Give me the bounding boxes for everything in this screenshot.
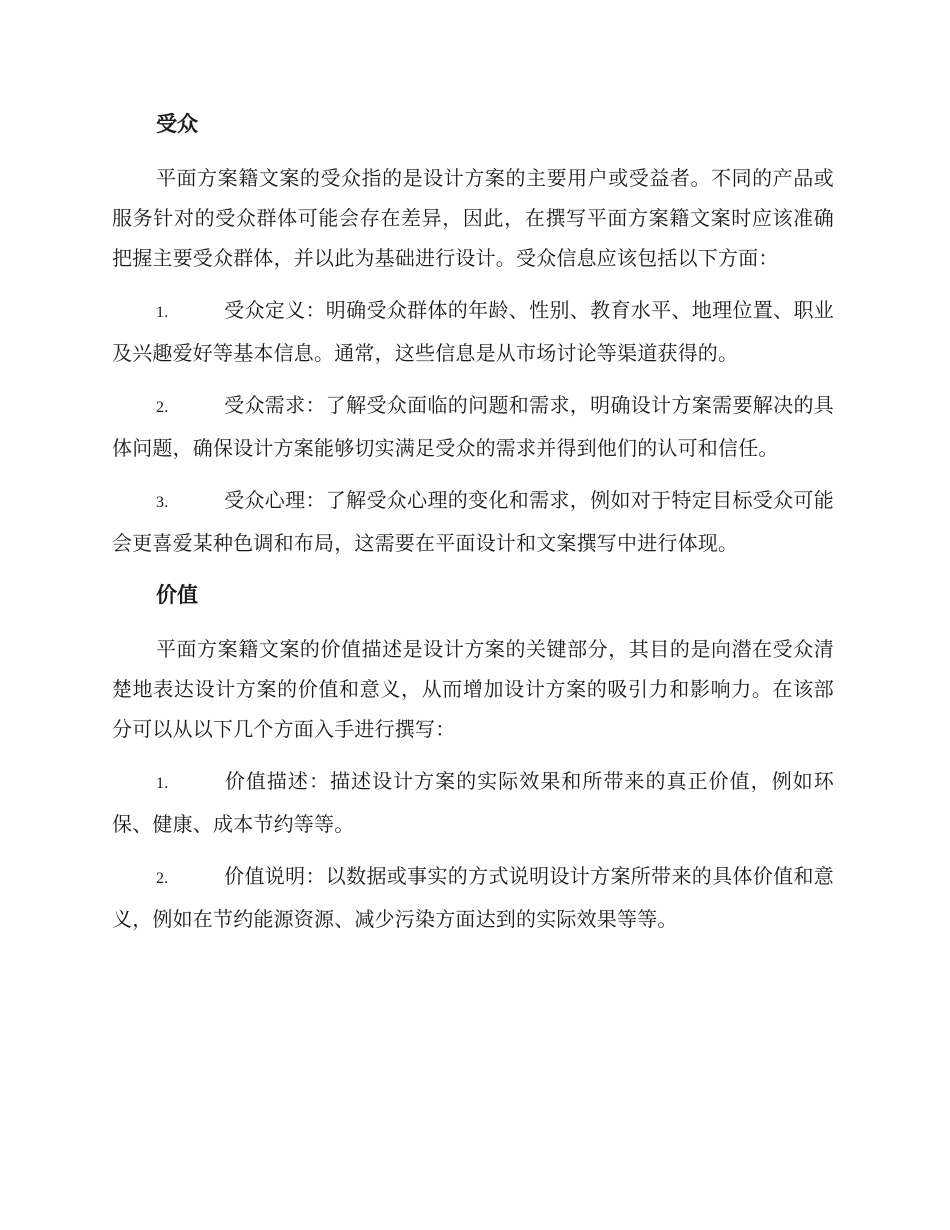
list-item (112, 385, 834, 468)
section-intro-paragraph: 平面方案籍文案的价值描述是设计方案的关键部分，其目的是向潜在受众清楚地表达设计方案的价值和意义，从而增加设计方案的吸引力和影响力。在该部分可以从以下几个方面入手进行撰写： (112, 637, 834, 741)
list-item (112, 290, 834, 373)
list-item-text: 受众定义：明确受众群体的年龄、性别、教育水平、地理位置、职业及兴趣爱好等基本信息。通常，这些信息是从市场讨论等渠道获得的。 (112, 298, 834, 365)
list-item-number: 1. (156, 775, 169, 792)
list-item-number: 1. (156, 304, 169, 321)
list-item-number: 2. (156, 399, 169, 416)
section-value (112, 575, 834, 939)
list-item (112, 480, 834, 563)
list-item-text: 价值说明：以数据或事实的方式说明设计方案所带来的具体价值和意义，例如在节约能源资源、减少污染方面达到的实际效果等等。 (112, 864, 834, 931)
section-heading: 价值 (156, 583, 198, 607)
list-item-number: 2. (156, 870, 169, 887)
list-item-text: 受众需求：了解受众面临的问题和需求，明确设计方案需要解决的具体问题，确保设计方案能够切实满足受众的需求并得到他们的认可和信任。 (112, 393, 834, 460)
list-item-number: 3. (156, 494, 169, 511)
section-intro-paragraph: 平面方案籍文案的受众指的是设计方案的主要用户或受益者。不同的产品或服务针对的受众群体可能会存在差异，因此，在撰写平面方案籍文案时应该准确把握主要受众群体，并以此为基础进行设计。受众信息应该包括以下方面： (112, 166, 834, 270)
list-item-text: 受众心理：了解受众心理的变化和需求，例如对于特定目标受众可能会更喜爱某种色调和布局，这需要在平面设计和文案撰写中进行体现。 (112, 488, 834, 555)
list-item-text: 价值描述：描述设计方案的实际效果和所带来的真正价值，例如环保、健康、成本节约等等。 (112, 769, 834, 836)
document-page (112, 104, 834, 951)
list-item (112, 856, 834, 939)
section-heading: 受众 (156, 112, 198, 136)
list-item (112, 761, 834, 844)
section-audience (112, 104, 834, 563)
